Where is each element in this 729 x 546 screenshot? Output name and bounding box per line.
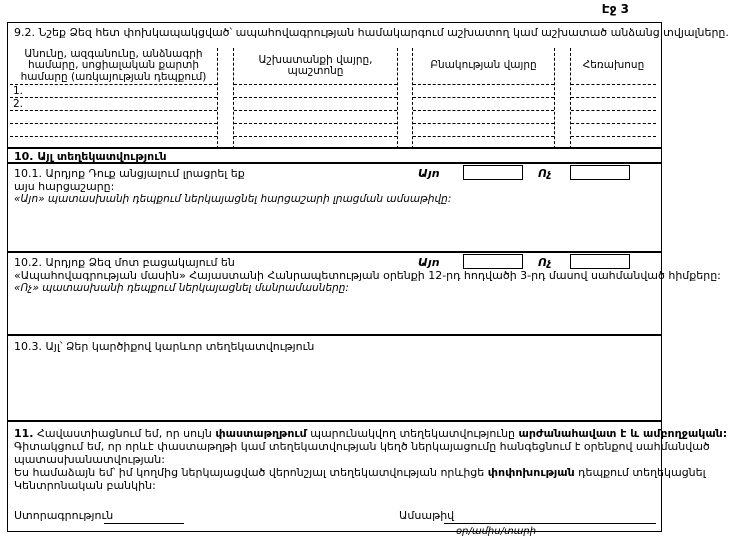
table-column-workplace	[233, 48, 398, 149]
yes-label: Այո	[418, 256, 440, 269]
section-10-2	[7, 252, 721, 335]
table-column-phone	[570, 48, 656, 149]
question-10-1-line2: այս հարցաշարը:	[14, 180, 115, 193]
page-number-label: Էջ 3	[601, 2, 629, 16]
date-line[interactable]	[444, 523, 656, 524]
question-10-2-line2: «Ապահովագրության մասին» Հայաստանի Հանրապետության օրենքի 12-րդ հոդվածի 3-րդ մասով սահմանված հիմքերը:	[14, 269, 721, 282]
column-header-name: Անունը, ազգանունը, անձնագրի համարը, սոցիալական քարտի համարը (առկայության դեպքում)	[20, 47, 207, 83]
declaration-text-bold: փաստաթղթում	[215, 427, 307, 440]
question-10-3-line1: 10.3. Այլ՝ Ձեր կարծիքով կարևոր տեղեկատվություն	[14, 340, 315, 353]
related-persons-table	[10, 48, 660, 149]
section-10-3[interactable]	[7, 335, 662, 421]
declaration-line-3: պատասխանատվության:	[14, 453, 165, 466]
yes-label: Այո	[418, 167, 440, 180]
section-11	[7, 421, 728, 537]
declaration-line-1	[14, 427, 728, 440]
table-row[interactable]	[413, 84, 554, 97]
table-row[interactable]	[234, 123, 397, 136]
section-9-2	[7, 22, 729, 148]
no-answer-box[interactable]	[570, 254, 630, 269]
table-column-residence	[412, 48, 555, 149]
question-10-2-note: «Ոչ» պատասխանի դեպքում ներկայացնել մանրամասները:	[14, 282, 349, 294]
table-row[interactable]	[234, 97, 397, 110]
declaration-line-2: Գիտակցում եմ, որ որևէ փաստաթղթի կամ տեղեկատվության կեղծ ներկայացումը հանգեցնում է օրենքով սահմանված	[14, 440, 710, 453]
table-row[interactable]	[234, 110, 397, 123]
no-label: Ոչ	[538, 256, 552, 269]
table-row[interactable]	[571, 84, 656, 97]
table-row[interactable]	[10, 123, 217, 136]
no-label: Ոչ	[538, 167, 552, 180]
table-row[interactable]	[234, 84, 397, 97]
date-label: Ամսաթիվ	[399, 509, 455, 522]
declaration-text: դեպքում տեղեկացնել	[574, 466, 706, 479]
table-row[interactable]	[571, 97, 656, 110]
declaration-text: Ես համաձայն եմ՝ իմ կողմից ներկայացված վերոնշյալ տեղեկատվության որևիցե	[14, 466, 488, 479]
table-row[interactable]	[10, 110, 217, 123]
table-row[interactable]	[413, 97, 554, 110]
section-9-2-title: 9.2. Նշեք Ձեզ հետ փոխկապակցված՝ ապահովագրության համակարգում աշխատող կամ աշխատած անձանց տվյալները.	[14, 26, 729, 39]
date-format-hint: օր/ամիս/տարի	[456, 526, 537, 537]
table-row[interactable]: 2.	[10, 97, 217, 110]
table-row[interactable]	[413, 110, 554, 123]
section-10-header-bar	[7, 148, 662, 163]
declaration-text-bold: արժանահավատ է և ամբողջական:	[518, 427, 728, 440]
question-10-2-line1: 10.2. Արդյոք Ձեզ մոտ բացակայում են	[14, 256, 235, 269]
declaration-text-bold: փոփոխության	[487, 466, 575, 479]
declaration-text: պարունակվող տեղեկատվությունը	[306, 427, 519, 440]
form-body	[7, 22, 729, 537]
column-header-workplace: Աշխատանքի վայրը, պաշտոնը	[258, 53, 373, 77]
column-header-residence: Բնակության վայրը	[430, 59, 537, 72]
table-row[interactable]: 1.	[10, 84, 217, 97]
question-10-1-line1: 10.1. Արդյոք Դուք անցյալում լրացրել եք	[14, 167, 245, 180]
signature-label: Ստորագրություն	[14, 509, 114, 522]
declaration-paragraph	[14, 427, 728, 492]
table-column-name	[10, 48, 218, 149]
declaration-line-4	[14, 466, 706, 479]
table-row[interactable]	[571, 123, 656, 136]
signature-line[interactable]	[104, 523, 184, 524]
declaration-line-5: Կենտրոնական բանկին:	[14, 479, 156, 492]
table-row[interactable]	[571, 110, 656, 123]
section-10-title: 10. Այլ տեղեկատվություն	[14, 150, 167, 163]
table-row[interactable]	[413, 123, 554, 136]
declaration-text: Հավաստիացնում եմ, որ սույն	[33, 427, 216, 440]
yes-answer-box[interactable]	[463, 165, 523, 180]
no-answer-box[interactable]	[570, 165, 630, 180]
question-10-1-note: «Այո» պատասխանի դեպքում ներկայացնել հարցաշարի լրացման ամսաթիվը:	[14, 193, 452, 205]
declaration-number: 11.	[14, 427, 34, 440]
yes-answer-box[interactable]	[463, 254, 523, 269]
column-header-phone: Հեռախոսը	[582, 59, 645, 72]
section-10-1	[7, 163, 662, 252]
